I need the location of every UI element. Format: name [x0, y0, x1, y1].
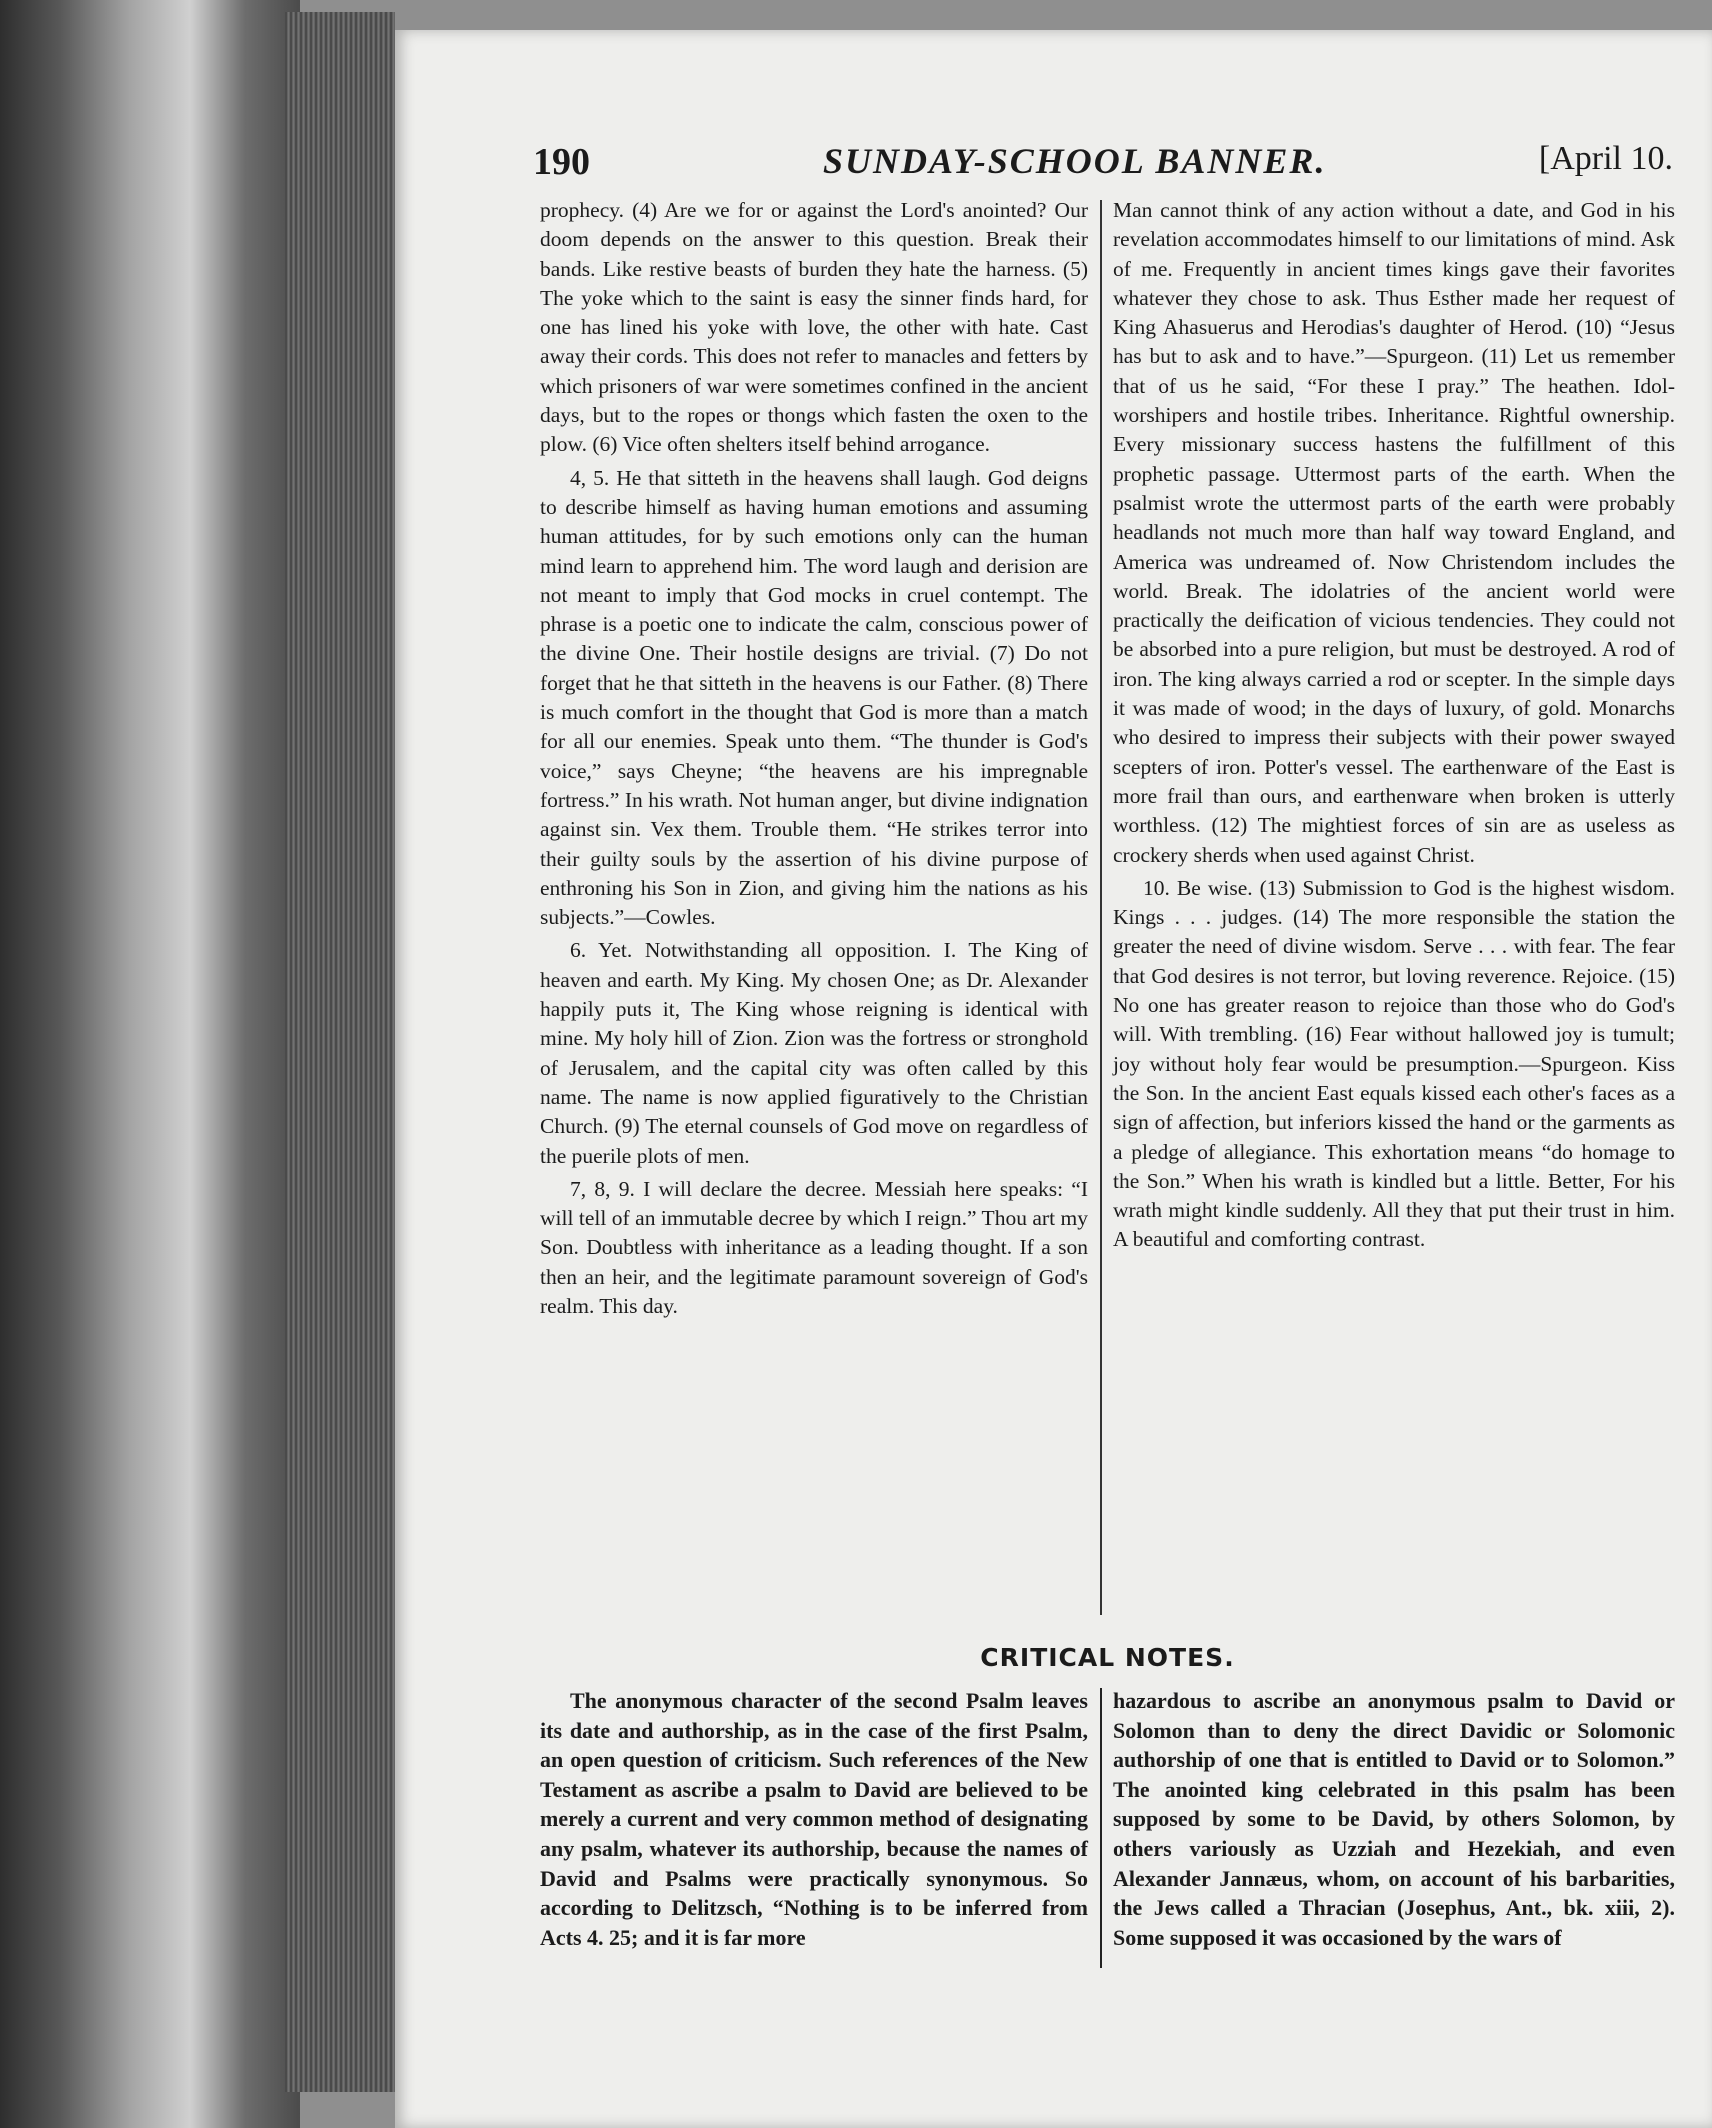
- page-stack: [285, 12, 395, 2092]
- paragraph: 4, 5. He that sitteth in the heavens shall laugh. God deigns to describe himself as having human emotions and assuming human attitudes, for by such emotions only can the human mind learn to apprehend him. The word laugh and derision are not meant to imply that God mocks in cruel contempt. The phrase is a poetic one to indicate the calm, conscious power of the divine One. Their hostile designs are trivial. (7) Do not forget that he that sitteth in the heavens is our Father. (8) There is much comfort in the thought that God is more than a match for all our enemies. Speak unto them. “The thunder is God's voice,” says Cheyne; “the heavens are his impregnable fortress.” In his wrath. Not human anger, but divine indignation against sin. Vex them. Trouble them. “He strikes terror into their guilty souls by the assertion of his divine purpose of enthroning his Son in Zion, and giving him the nations as his subjects.”—Cowles.: [540, 465, 1088, 930]
- paragraph: prophecy. (4) Are we for or against the Lord's anointed? Our doom depends on the answer to this question. Break their bands. Like restive beasts of burden they hate the harness. (5) The yoke which to the saint is easy the sinner finds hard, for one has lined his yoke with love, the other with hate. Cast away their cords. This does not refer to manacles and fetters by which prisoners of war were sometimes confined in the ancient days, but to the ropes or thongs which fasten the oxen to the plow. (6) Vice often shelters itself behind arrogance.: [540, 198, 1088, 457]
- critical-notes-right: [1113, 1686, 1675, 1952]
- right-column: [1113, 196, 1675, 1255]
- paragraph: The anonymous character of the second Psalm leaves its date and authorship, as in the case of the first Psalm, an open question of criticism. Such references of the New Testament as ascribe a psalm to David are believed to be merely a current and very common method of designating any psalm, whatever its authorship, because the names of David and Psalms were practically synonymous. So according to Delitzsch, “Nothing is to be inferred from Acts 4. 25; and it is far more: [540, 1688, 1088, 1950]
- notes-divider: [1100, 1688, 1102, 1968]
- critical-notes-title: CRITICAL NOTES.: [980, 1643, 1235, 1672]
- paragraph: 7, 8, 9. I will declare the decree. Messiah here speaks: “I will tell of an immutable decree by which I reign.” Thou art my Son. Doubtless with inheritance as a leading thought. If a son then an heir, and the legitimate paramount sovereign of God's realm. This day.: [540, 1176, 1088, 1318]
- critical-notes-left: [540, 1686, 1088, 1952]
- page-header: [533, 132, 1673, 192]
- paragraph: 10. Be wise. (13) Submission to God is the highest wisdom. Kings . . . judges. (14) The more responsible the station the greater the need of divine wisdom. Serve . . . with fear. The fear that God desires is not terror, but loving reverence. Rejoice. (15) No one has greater reason to rejoice than those who do God's will. With trembling. (16) Fear without hallowed joy is tumult; joy without holy fear would be presumption.—Spurgeon. Kiss the Son. In the ancient East equals kissed each other's faces as a sign of affection, but inferiors kissed the hand or the garments as a pledge of allegiance. This exhortation means “do homage to the Son.” When his wrath is kindled but a little. Better, For his wrath might kindle suddenly. All they that put their trust in him. A beautiful and comforting contrast.: [1113, 875, 1675, 1252]
- paragraph: 6. Yet. Notwithstanding all opposition. I. The King of heaven and earth. My King. My chosen One; as Dr. Alexander happily puts it, The King whose reigning is identical with mine. My holy hill of Zion. Zion was the fortress or stronghold of Jerusalem, and the capital city was often called by this name. The name is now applied figuratively to the Christian Church. (9) The eternal counsels of God move on regardless of the puerile plots of men.: [540, 938, 1088, 1168]
- column-divider: [1100, 200, 1102, 1615]
- left-column: [540, 196, 1088, 1321]
- paragraph: hazardous to ascribe an anonymous psalm to David or Solomon than to deny the direct Davidic or Solomonic authorship of one that is entitled to David or to Solomon.” The anointed king celebrated in this psalm has been supposed by some to be David, by others Solomon, by others variously as Uzziah and Hezekiah, and even Alexander Jannæus, whom, on account of his barbarities, the Jews called a Thracian (Josephus, Ant., bk. xiii, 2). Some supposed it was occasioned by the wars of: [1113, 1688, 1675, 1950]
- page-number: 190: [533, 141, 590, 183]
- paragraph: Man cannot think of any action without a date, and God in his revelation accommodates himself to our limitations of mind. Ask of me. Frequently in ancient times kings gave their favorites whatever they chose to ask. Thus Esther made her request of King Ahasuerus and Herodias's daughter of Herod. (10) “Jesus has but to ask and to have.”—Spurgeon. (11) Let us remember that of us he said, “For these I pray.” The heathen. Idol-worshipers and hostile tribes. Inheritance. Rightful ownership. Every missionary success hastens the fulfillment of this prophetic passage. Uttermost parts of the earth. When the psalmist wrote the uttermost parts of the earth were probably headlands not much more than half way toward England, and America was undreamed of. Now Christendom includes the world. Break. The idolatries of the ancient world were practically the deification of vicious tendencies. They could not be absorbed into a pure religion, but must be destroyed. A rod of iron. The king always carried a rod or scepter. In the simple days it was made of wood; in the days of luxury, of gold. Monarchs who desired to impress their subjects with their power swayed scepters of iron. Potter's vessel. The earthenware of the East is more frail than ours, and earthenware when broken is utterly worthless. (12) The mightiest forces of sin are as useless as crockery sherds when used against Christ.: [1113, 198, 1675, 867]
- book-edge: [0, 0, 300, 2128]
- running-title: SUNDAY-SCHOOL BANNER.: [823, 141, 1327, 181]
- issue-date: [April 10.: [1538, 140, 1673, 177]
